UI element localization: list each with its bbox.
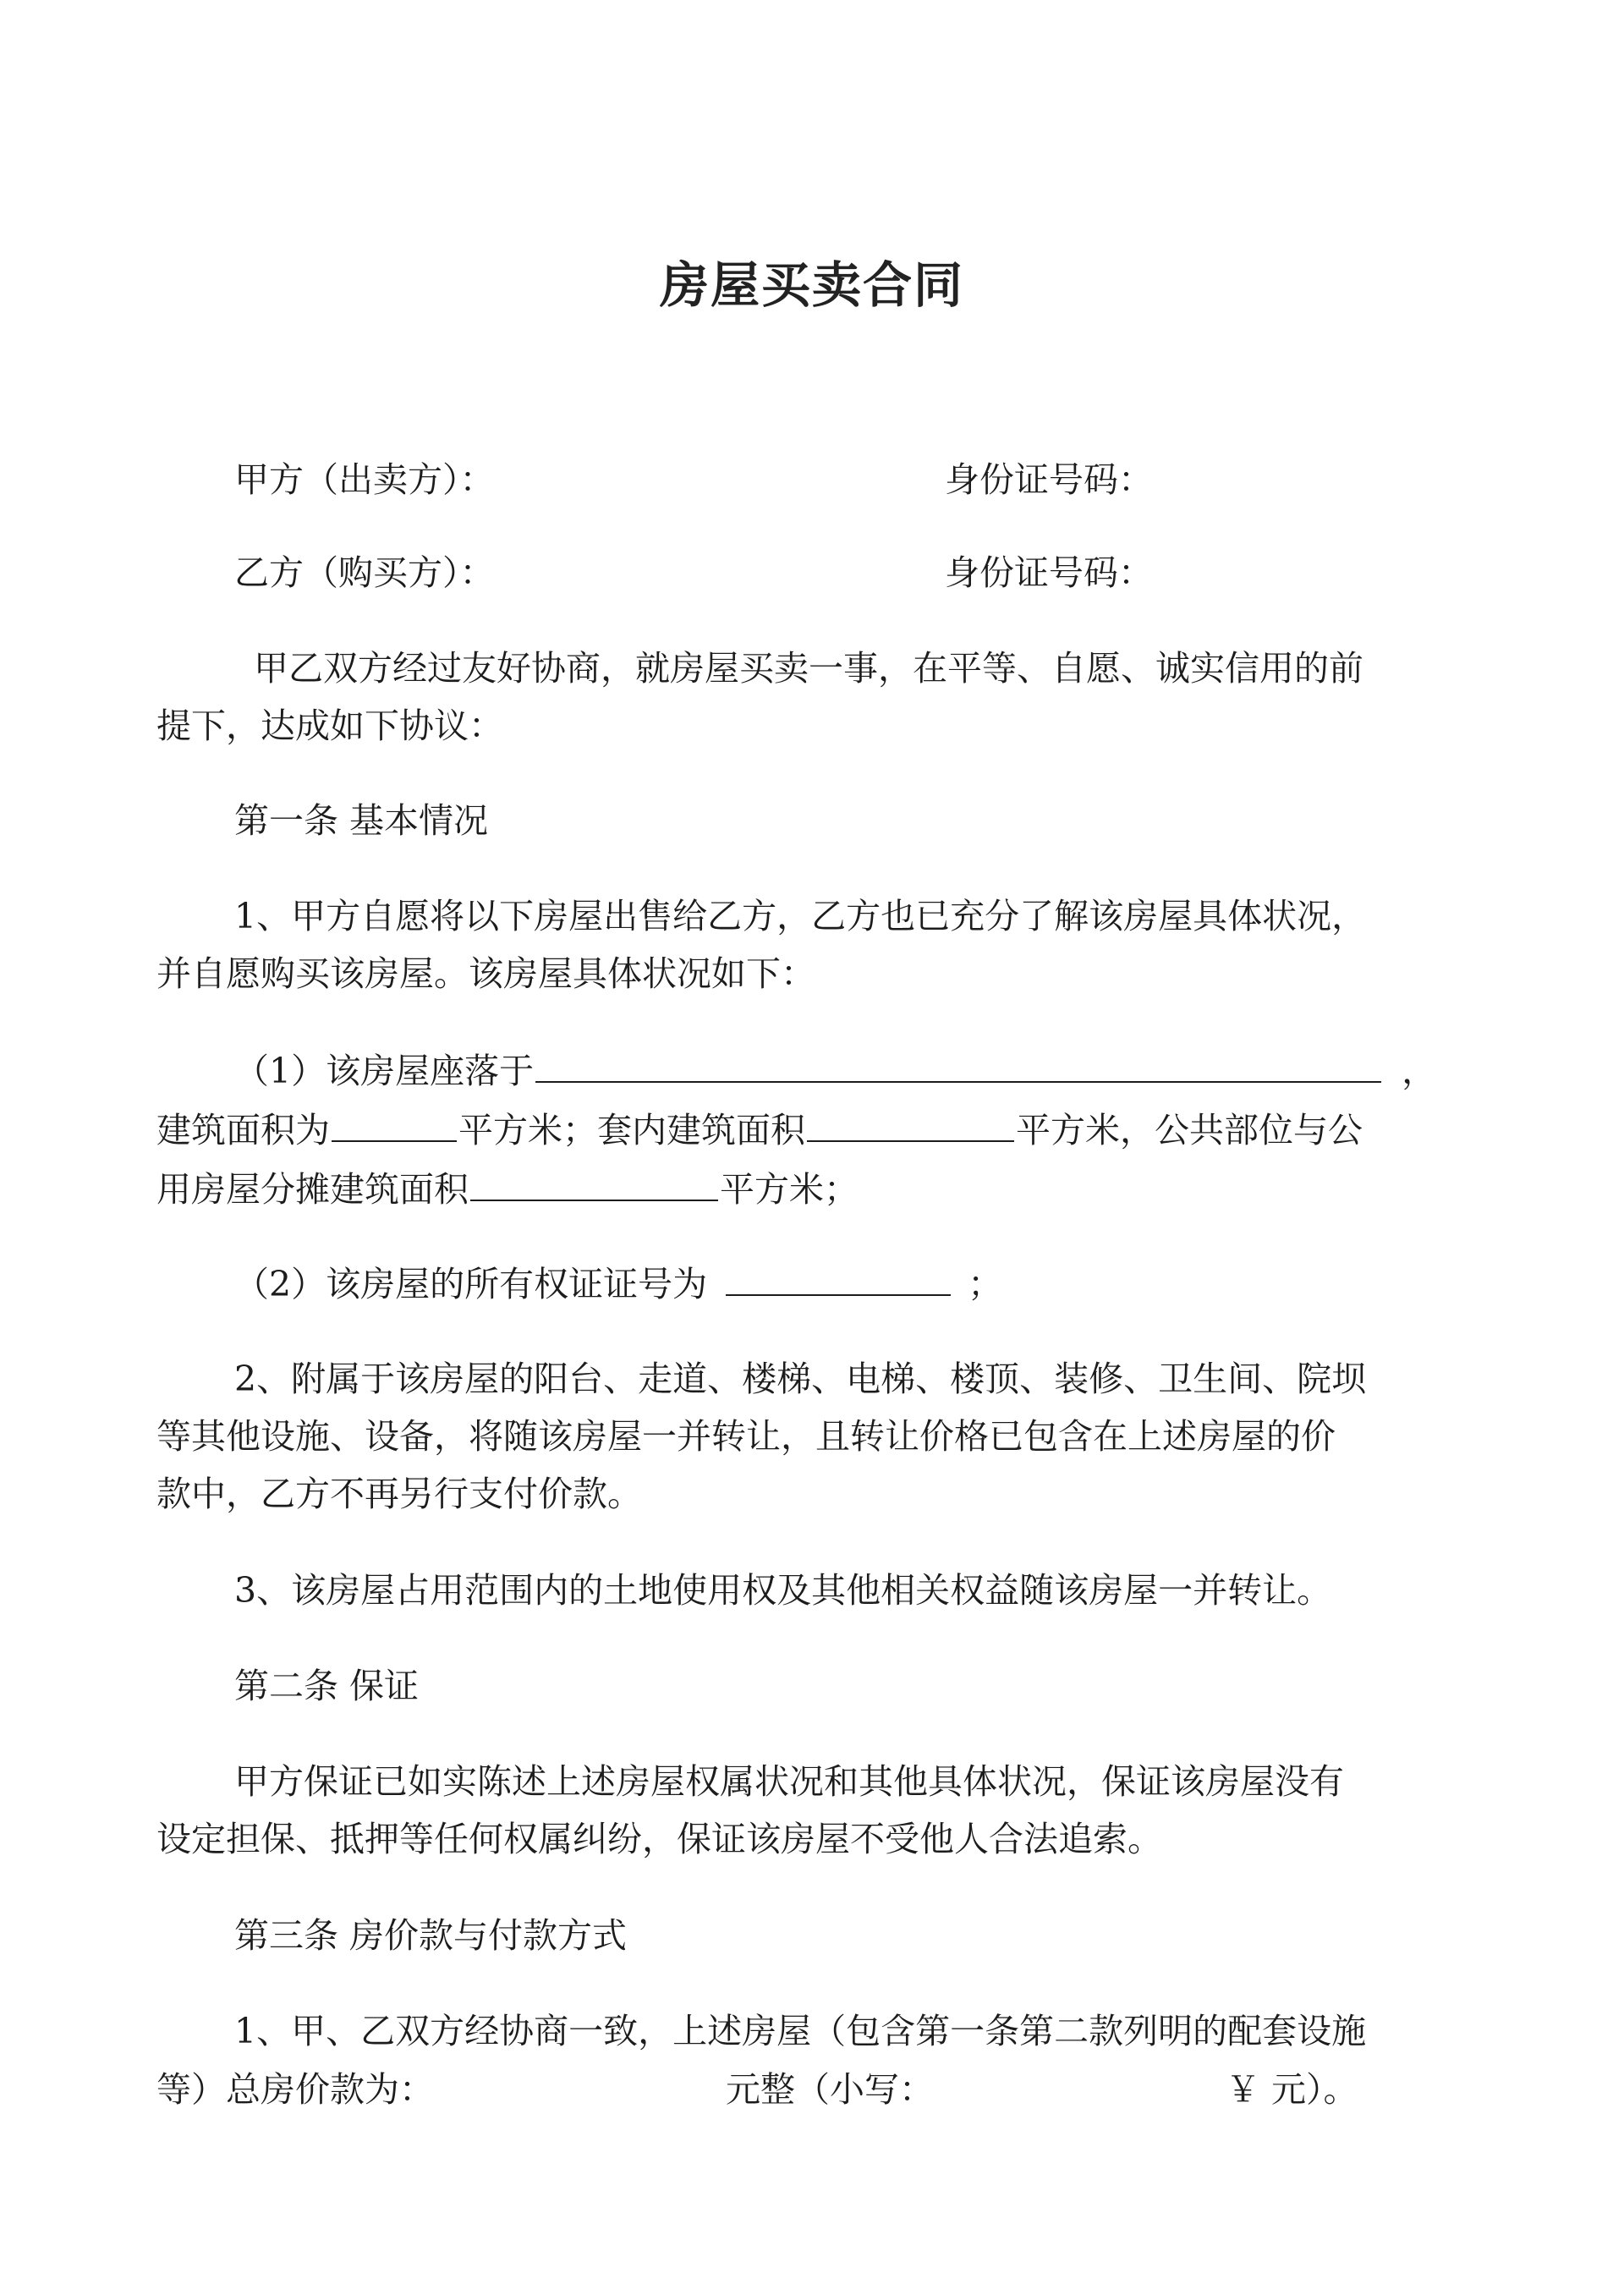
- article-3-heading: 第三条 房价款与付款方式: [234, 1915, 628, 1956]
- article-1-item-1-line-1: [234, 1044, 1436, 1096]
- article-3-line-1: 1、甲、乙双方经协商一致，上述房屋（包含第一条第二款列明的配套设施: [234, 2011, 1367, 2051]
- page-title: 房屋买卖合同: [659, 256, 964, 314]
- party-a-label: 甲方（出卖方）：: [234, 459, 495, 500]
- party-a-id-label: 身份证号码：: [945, 459, 1153, 500]
- article-2-line-1: 甲方保证已如实陈述上述房屋权属状况和其他具体状况，保证该房屋没有: [234, 1761, 1344, 1802]
- party-b-label: 乙方（购买方）：: [234, 552, 495, 593]
- item-1-location-label: （1）该房屋座落于: [234, 1051, 535, 1091]
- shared-area-blank[interactable]: [470, 1162, 718, 1201]
- total-price-label: 等）总房价款为：: [156, 2069, 434, 2110]
- article-1-item-2: [234, 1257, 1002, 1309]
- article-2-heading: 第二条 保证: [234, 1666, 420, 1706]
- article-1-para-1-line-1: 1、甲方自愿将以下房屋出售给乙方，乙方也已充分了解该房屋具体状况，: [234, 896, 1367, 936]
- shared-area-text: 平方米，公共部位与公: [1016, 1110, 1363, 1150]
- certificate-number-blank[interactable]: [726, 1257, 951, 1296]
- shared-area-unit: 平方米；: [720, 1169, 859, 1210]
- intro-line-2: 提下，达成如下协议：: [156, 706, 503, 746]
- article-1-para-1-line-2: 并自愿购买该房屋。该房屋具体状况如下：: [156, 953, 815, 994]
- location-blank[interactable]: [535, 1044, 1381, 1083]
- article-2-line-2: 设定担保、抵押等任何权属纠纷，保证该房屋不受他人合法追索。: [156, 1819, 1162, 1859]
- certificate-suffix: ；: [968, 1264, 1003, 1304]
- intro-line-1: 甲乙双方经过友好协商，就房屋买卖一事，在平等、自愿、诚实信用的前: [254, 648, 1363, 689]
- yuan-label: 元整（小写：: [726, 2069, 934, 2110]
- price-suffix: ￥ 元）。: [1226, 2069, 1358, 2110]
- party-b-id-label: 身份证号码：: [945, 552, 1153, 593]
- article-1-item-1-line-2: [156, 1103, 1363, 1156]
- article-1-para-2-line-3: 款中，乙方不再另行支付价款。: [156, 1474, 642, 1514]
- article-1-item-1-line-3: [156, 1162, 859, 1215]
- item-1-comma: ，: [1402, 1051, 1437, 1091]
- inner-area-label: 平方米；套内建筑面积: [458, 1110, 805, 1150]
- inner-area-blank[interactable]: [807, 1103, 1014, 1142]
- shared-area-label: 用房屋分摊建筑面积: [156, 1169, 469, 1210]
- article-1-para-2-line-2: 等其他设施、设备，将随该房屋一并转让，且转让价格已包含在上述房屋的价: [156, 1416, 1336, 1457]
- article-1-para-2-line-1: 2、附属于该房屋的阳台、走道、楼梯、电梯、楼顶、装修、卫生间、院坝: [234, 1359, 1367, 1399]
- building-area-blank[interactable]: [332, 1103, 457, 1142]
- building-area-label: 建筑面积为: [156, 1110, 330, 1150]
- article-1-heading: 第一条 基本情况: [234, 800, 489, 841]
- article-1-para-3: 3、该房屋占用范围内的土地使用权及其他相关权益随该房屋一并转让。: [234, 1570, 1332, 1611]
- certificate-label: （2）该房屋的所有权证证号为: [234, 1264, 708, 1304]
- article-3-line-2: [156, 2064, 1358, 2115]
